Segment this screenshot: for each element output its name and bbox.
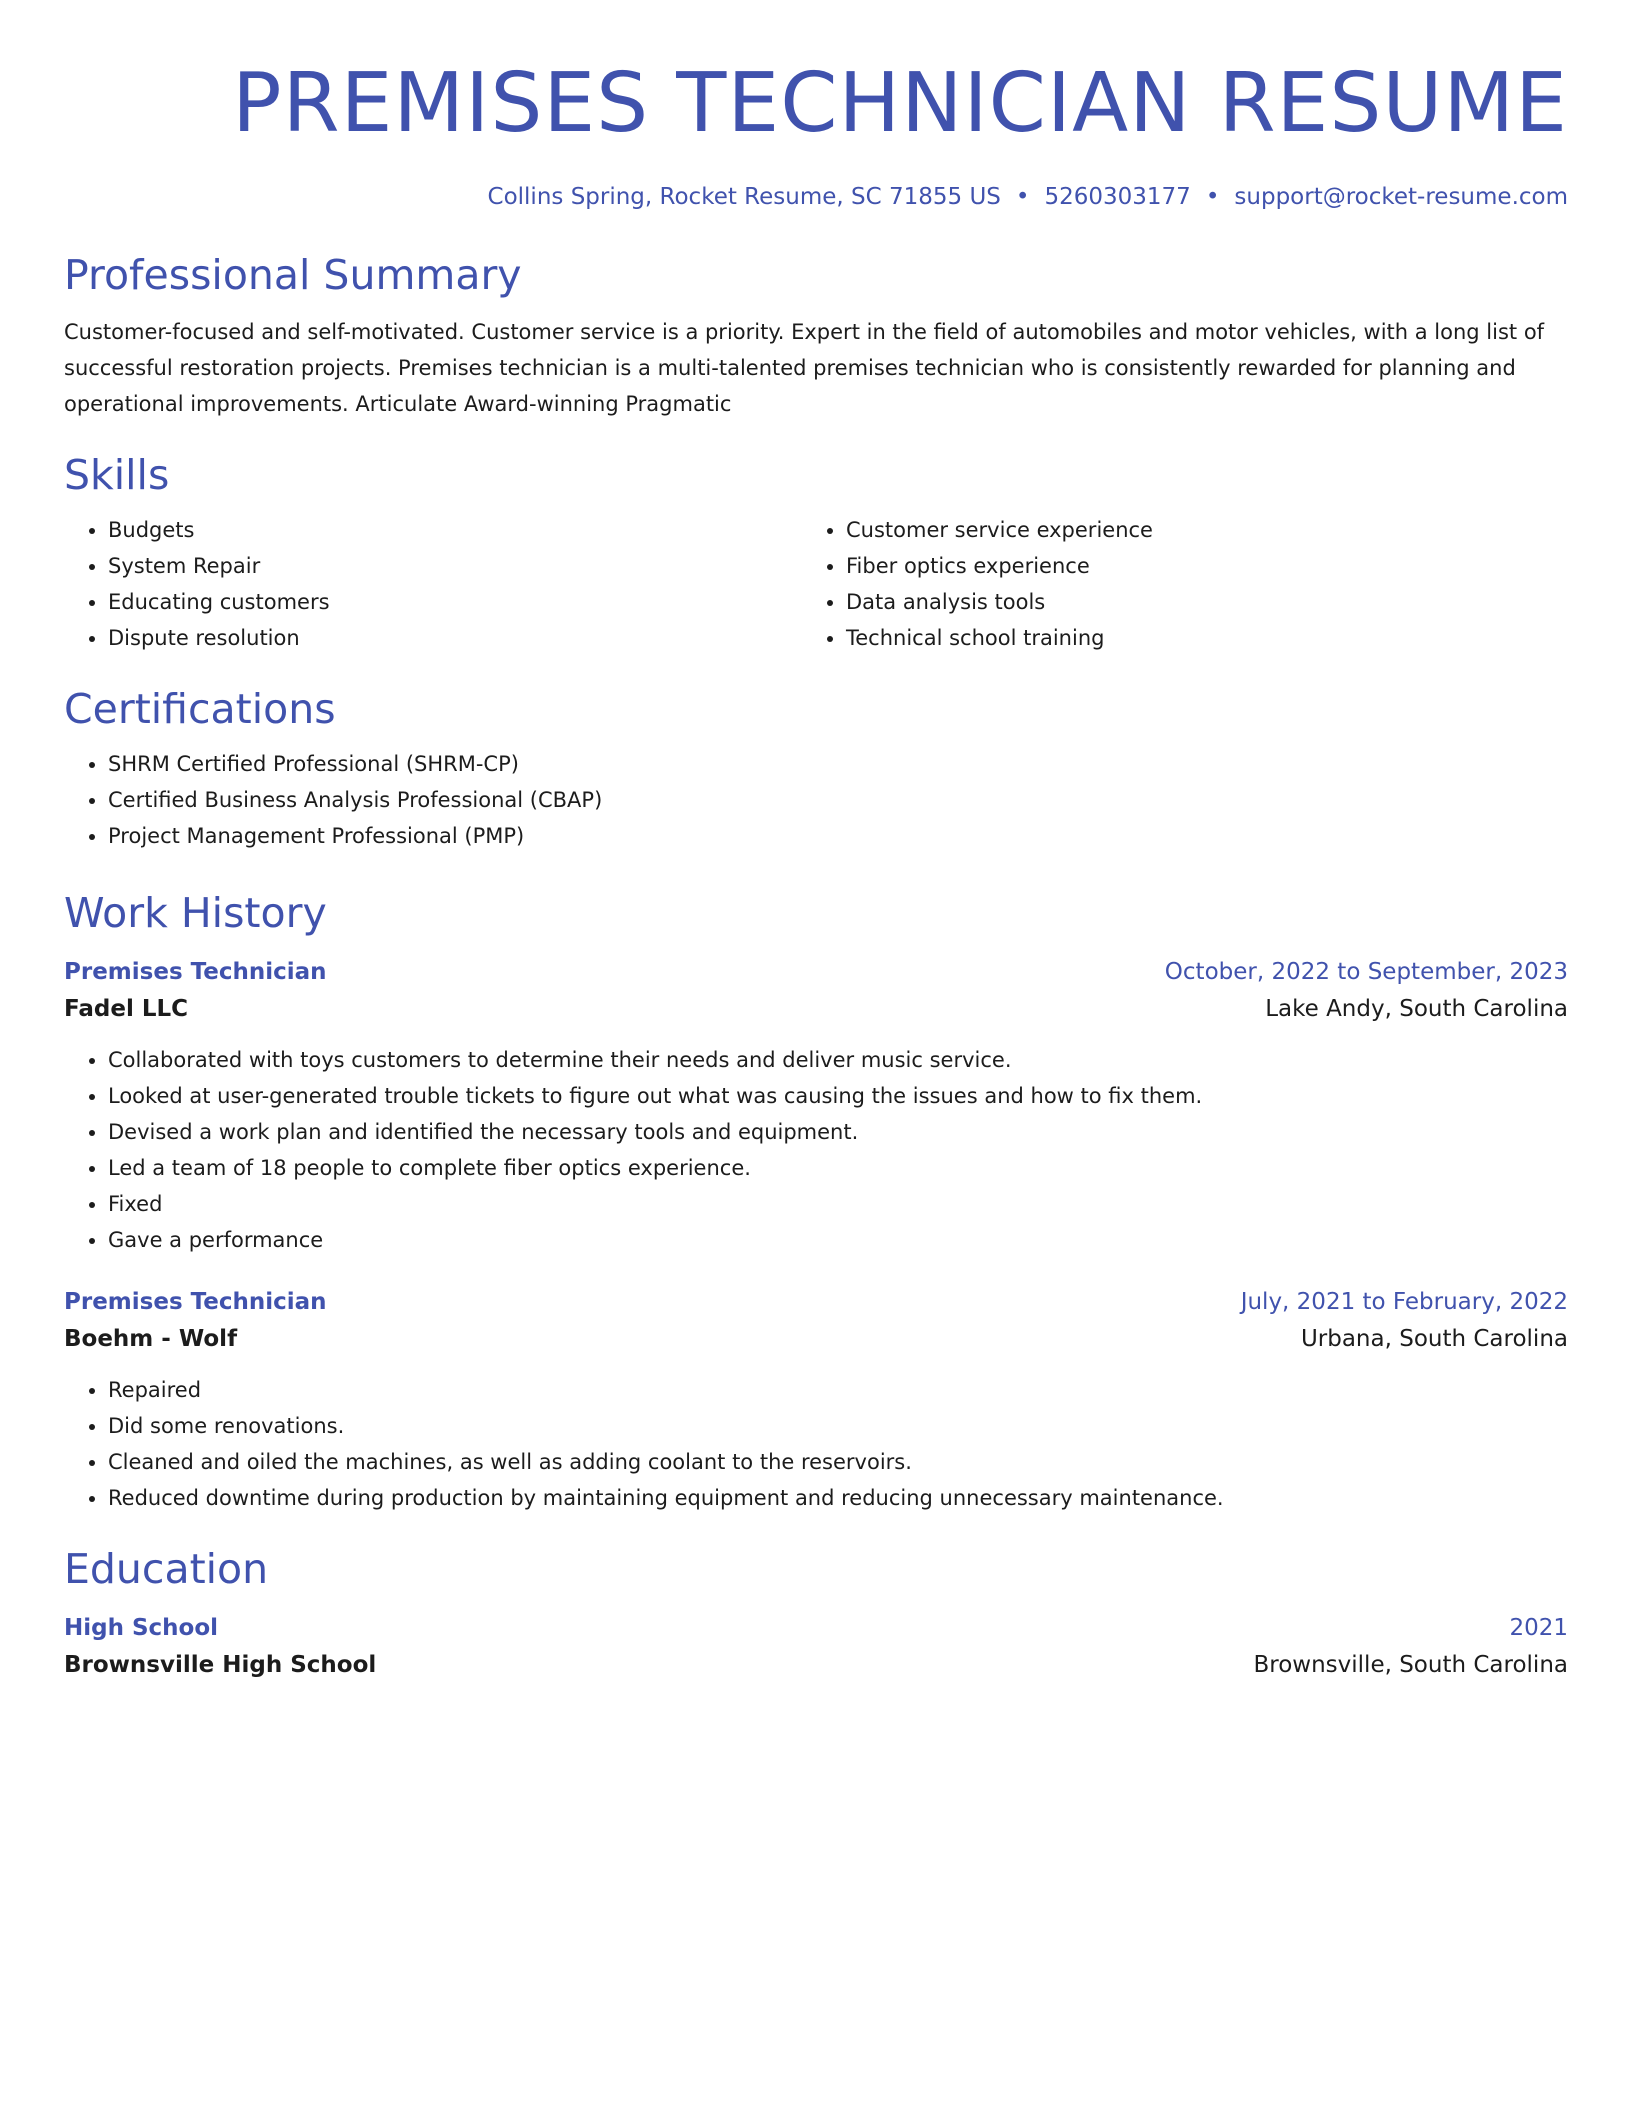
job-duty: • Gave a performance: [108, 1222, 1568, 1258]
skills-column-left: [64, 512, 802, 656]
contact-address: Collins Spring, Rocket Resume, SC 71855 US: [487, 184, 1001, 210]
job-dates: October, 2022 to September, 2023: [1164, 959, 1568, 985]
job-header-row: [64, 1284, 1568, 1320]
skills-list: [64, 512, 1568, 656]
job-employer: Boehm - Wolf: [64, 1326, 238, 1352]
job-role: Premises Technician: [64, 1289, 327, 1315]
skills-column-right: [802, 512, 1540, 656]
skill-item: • Dispute resolution: [108, 620, 802, 656]
education-header-row: [64, 1610, 1568, 1646]
job-duty: • Repaired: [108, 1372, 1568, 1408]
skill-item: • Customer service experience: [846, 512, 1540, 548]
certification-item: • Project Management Professional (PMP): [108, 818, 1568, 854]
job-duty: • Did some renovations.: [108, 1408, 1568, 1444]
section-title-skills: Skills: [64, 451, 170, 499]
job-duty: • Cleaned and oiled the machines, as well as adding coolant to the reservoirs.: [108, 1444, 1568, 1480]
job-duty: • Devised a work plan and identified the necessary tools and equipment.: [108, 1114, 1568, 1150]
education-school: Brownsville High School: [64, 1652, 377, 1678]
job-duty: • Collaborated with toys customers to determine their needs and deliver music service.: [108, 1042, 1568, 1078]
education-school-row: [64, 1646, 1568, 1684]
education-year: 2021: [1509, 1615, 1568, 1641]
section-title-work-history: Work History: [64, 889, 327, 937]
job-role: Premises Technician: [64, 959, 327, 985]
job-dates: July, 2021 to February, 2022: [1240, 1289, 1568, 1315]
certifications-list: [64, 746, 1568, 854]
section-title-summary: Professional Summary: [64, 251, 522, 299]
certification-item: • SHRM Certified Professional (SHRM-CP): [108, 746, 1568, 782]
resume-header: [64, 0, 1568, 212]
contact-separator: •: [1205, 184, 1220, 210]
job-entry: [64, 1284, 1568, 1516]
job-duty: • Looked at user-generated trouble tickets to figure out what was causing the issues and how to fix them.: [108, 1078, 1568, 1114]
job-duty: • Led a team of 18 people to complete fiber optics experience.: [108, 1150, 1568, 1186]
job-employer-row: [64, 990, 1568, 1028]
summary-text: Customer-focused and self-motivated. Customer service is a priority. Expert in the field of automobiles and motor vehicles, with a long list of successful restoration projects. Premises technician is a multi-talented premises technician who is consistently rewarded for planning and operational improvements. Articulate Award-winning Pragmatic: [64, 320, 1545, 416]
skill-item: • Data analysis tools: [846, 584, 1540, 620]
job-header-row: [64, 954, 1568, 990]
section-title-certifications: Certifications: [64, 685, 336, 733]
resume-title: PREMISES TECHNICIAN RESUME: [232, 56, 1568, 151]
job-entry: [64, 954, 1568, 1258]
contact-phone: 5260303177: [1044, 184, 1191, 210]
education-location: Brownsville, South Carolina: [1253, 1652, 1568, 1678]
job-duty: • Reduced downtime during production by maintaining equipment and reducing unnecessary maintenance.: [108, 1480, 1568, 1516]
skill-item: • Fiber optics experience: [846, 548, 1540, 584]
job-location: Urbana, South Carolina: [1300, 1326, 1568, 1352]
education-degree: High School: [64, 1615, 219, 1641]
skill-item: • Technical school training: [846, 620, 1540, 656]
contact-line: [64, 182, 1568, 212]
skill-item: • Educating customers: [108, 584, 802, 620]
section-title-education: Education: [64, 1545, 269, 1593]
skill-item: • System Repair: [108, 548, 802, 584]
job-duties-list: [64, 1372, 1568, 1516]
job-location: Lake Andy, South Carolina: [1265, 996, 1568, 1022]
contact-email: support@rocket-resume.com: [1234, 184, 1568, 210]
job-employer-row: [64, 1320, 1568, 1358]
education-entry: [64, 1610, 1568, 1684]
contact-separator: •: [1015, 184, 1030, 210]
job-duties-list: [64, 1042, 1568, 1258]
job-duty: • Fixed: [108, 1186, 1568, 1222]
job-employer: Fadel LLC: [64, 996, 189, 1022]
certification-item: • Certified Business Analysis Professional (CBAP): [108, 782, 1568, 818]
skill-item: • Budgets: [108, 512, 802, 548]
